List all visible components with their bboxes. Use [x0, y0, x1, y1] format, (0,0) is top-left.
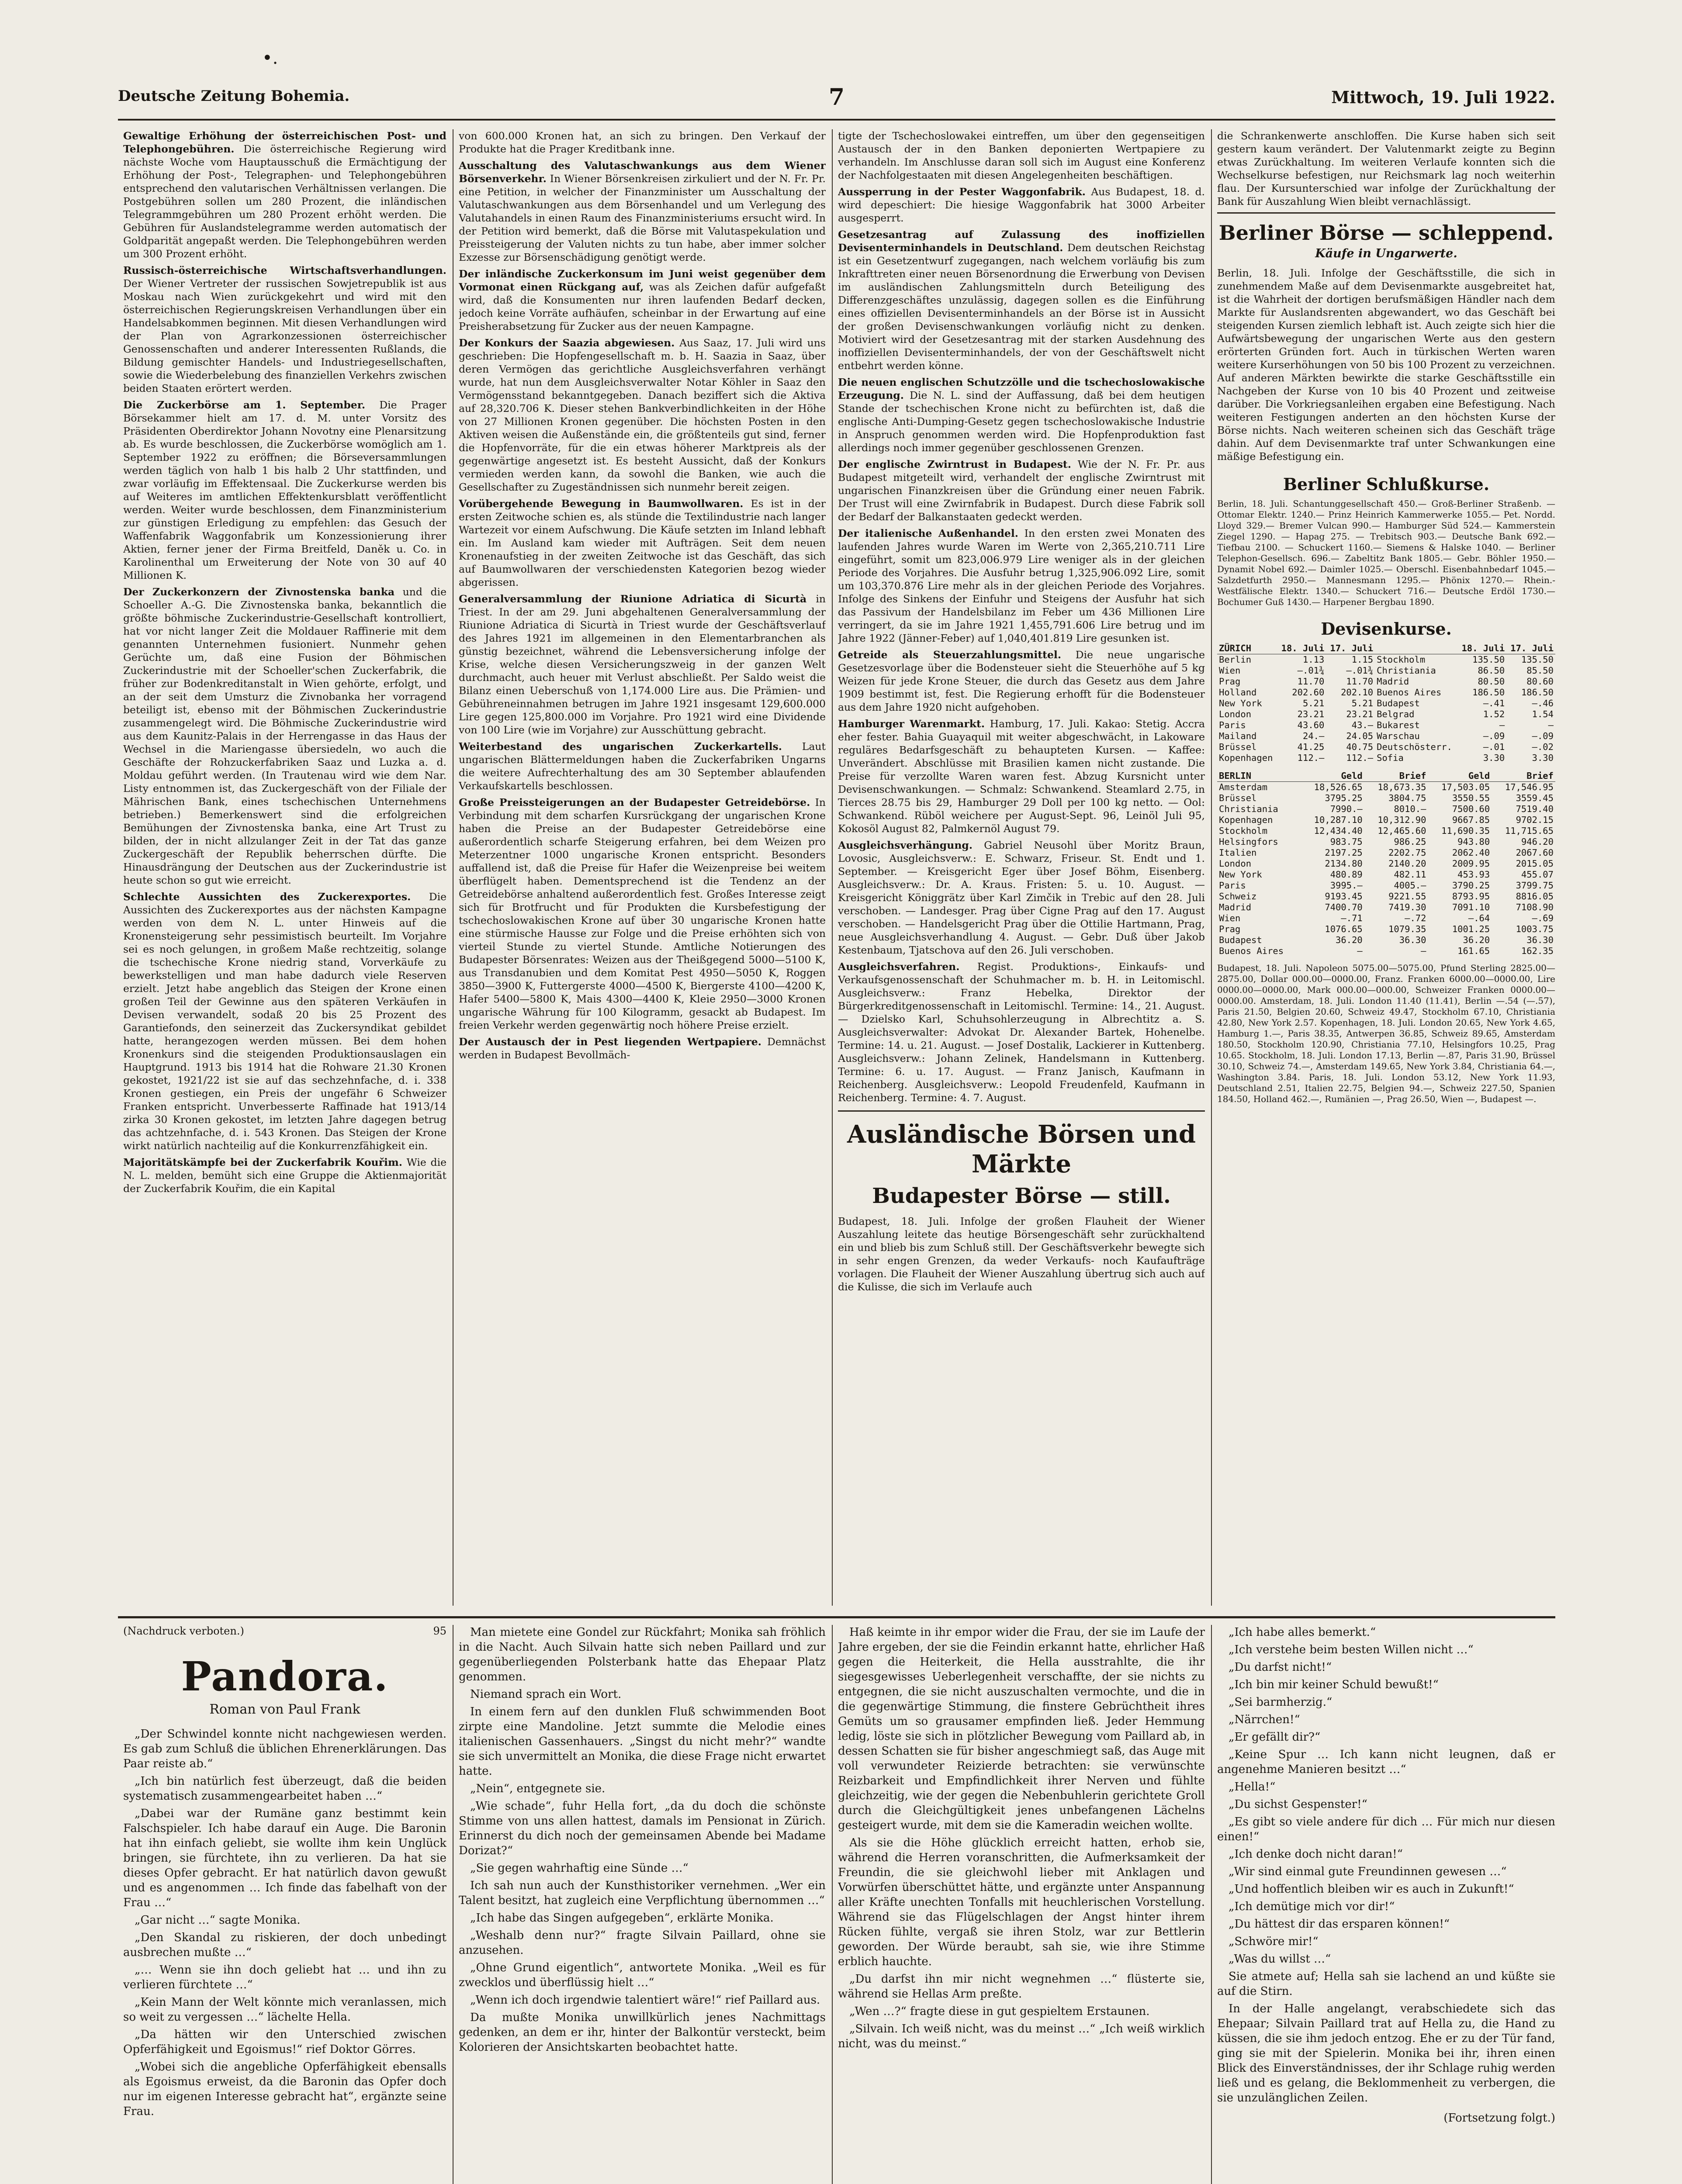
rates-row: [1217, 720, 1555, 731]
rates-cell: 9667.85: [1452, 815, 1490, 825]
article-paragraph: Der englische Zwirntrust in Budapest. Wie der N. Fr. Pr. aus Budapest mitgeteilt wird, verhandelt der englische Zwirntrust mit ungarischen Finanzkreisen über die Gründung einer neuen Fabrik. Der Trust will eine Zwirnfabrik in Budapest. Durch diese Fabrik soll der Bedarf der Balkanstaaten gedeckt werden.: [838, 458, 1205, 523]
rates-cell: —.01: [1483, 742, 1505, 752]
rates-header-cell: Geld: [1301, 771, 1364, 782]
novel-paragraph: „Närrchen!“: [1229, 1713, 1300, 1726]
novel-paragraph: „Ich verstehe beim besten Willen nicht …“: [1229, 1643, 1474, 1656]
rates-cell: Amsterdam: [1219, 782, 1268, 792]
rates-row: [1217, 654, 1555, 666]
rates-header-cell: 17. Juli: [1326, 643, 1375, 654]
rates-cell: 8816.05: [1516, 891, 1554, 902]
rates-cell: —.69: [1532, 913, 1554, 923]
berlin-text: Berlin, 18. Juli. Infolge der Geschäftsstille, die sich in zunehmendem Maße auf dem Devisenmarkte ausgebreitet hat, ist die Wahrheit der dortigen berufsmäßigen Händler nach dem Markte für Auslandsrenten abgewandert, wo das Geschäft bei steigenden Kursen ziemlich lebhaft ist. Auch zeigte sich hier die Aufwärtsbewegung der ungarischen Werte aus den gestern erörterten Gründen fort. Auch in türkischen Werten waren weitere Kurserhöhungen von 50 bis 100 Prozent zu verzeichnen. Auf anderen Märkten bewirkte die starke Geschäftsstille ein Nachgeben der Kurse von 10 bis 40 Prozent und zeitweise darüber. Die Vorkriegsanleihen ergaben eine Befestigung. Nach weiteren Festigungen anderten an den höchsten Kurse der Börse nichts. Nach weiteren scheinen sich das Geschäft träge dahin. Auf dem Devisenmarkte traf unter Schwankungen eine mäßige Befestigung ein.: [1217, 267, 1555, 463]
column-2: [459, 129, 826, 1606]
rates-row: [1217, 665, 1555, 676]
rates-row: [1217, 836, 1555, 847]
rates-cell: 10,287.10: [1314, 815, 1363, 825]
rates-row: [1217, 698, 1555, 709]
article-paragraph: Der inländische Zuckerkonsum im Juni weist gegenüber dem Vormonat einen Rückgang auf, was als Zeichen dafür aufgefaßt wird, daß die Konsumenten nur ihren laufenden Bedarf decken, jedoch keine Vorräte aufhäufen, scheinbar in der Erwartung auf eine Preisherabsetzung für Zucker aus der neuen Kampagne.: [459, 268, 826, 332]
novel-paragraph: „Du darfst ihn mir nicht wegnehmen …“ flüsterte sie, während sie Hellas Arm preßte.: [838, 1973, 1205, 2001]
rates-cell: 3995.—: [1330, 880, 1363, 891]
rates-cell: 7500.60: [1452, 804, 1490, 814]
rates-cell: 1.13: [1302, 654, 1325, 665]
rates-row: [1217, 731, 1555, 742]
rates-cell: 3799.75: [1516, 880, 1554, 891]
rates-cell: 1.15: [1351, 654, 1374, 665]
rates-cell: 7091.10: [1452, 902, 1490, 912]
article-paragraph: Die Zuckerbörse am 1. September. Die Prager Börsekammer hielt am 17. d. M. unter Vorsitz des Präsidenten Oberdirektor Johann Novotny eine Plenarsitzung ab. Es wurde beschlossen, die Zuckerbörse womöglich am 1. September 1922 zu eröffnen; die Börseversammlungen werden täglich von halb 1 bis halb 2 Uhr stattfinden, und zwar vorläufig im Effektensaal. Die Zuckerkurse werden bis auf Weiteres im amtlichen Effektenkursblatt veröffentlicht werden. Weiter wurde beschlossen, dem Finanzministerium zur günstigen Erledigung zu empfehlen: das Gesuch der Waffenfabrik Waggonfabrik um Konzessionierung ihrer Aktien, ferner jener der Firma Breitfeld, Daněk u. Co. in Karolinenthal um Erweiterung der Note von 30 auf 40 Millionen K.: [123, 399, 446, 581]
rates-cell: —: [1499, 720, 1505, 730]
rates-header-cell: BERLIN: [1217, 771, 1301, 782]
article-paragraph: Große Preissteigerungen an der Budapester Getreidebörse. In Verbindung mit dem scharfen Kursrückgang der ungarischen Krone haben die Preise an der Budapester Getreidebörse eine außerordentlich scharfe Steigerung erfahren, bei dem Weizen pro Meterzentner 1000 ungarische Kronen entspricht. Besonders auffallend ist, daß die Preise für Hafer die Weizenpreise bei weitem überflügelt haben. Dementsprechend ist die Tendenz an der Getreidebörse anhaltend außerordentlich fest. Großes Interesse zeigt sich für Brotfrucht und für Produkten die Kursbefestigung der tschechoslowakischen Krone auf über 30 ungarische Kronen hatte eine stürmische Hausse zur Folge und die Preise erhöhten sich von vierteil Stunde zu viertel Stunde. Amtliche Notierungen des Budapester Börsenrates: Weizen aus der Theißgegend 5000—5100 K, aus Transdanubien und dem Komitat Pest 4950—5050 K, Roggen 3850—3900 K, Futtergerste 4000—4500 K, Biergerste 4100—4200 K, Hafer 5400—5800 K, Mais 4300—4400 K, Kleie 2950—3000 Kronen ungarische Währung für 100 Kilogramm, gesackt ab Budapest. Im freien Verkehr werden gegenwärtig noch höhere Preise erzielt.: [459, 796, 826, 1031]
novel-paragraph: „Wie schade“, fuhr Hella fort, „da du doch die schönste Stimme von uns allen hattest, damals im Pensionat in Zürich. Erinnerst du dich noch der gemeinsamen Abende bei Madame Dorizat?“: [459, 1800, 826, 1857]
zurich-rates-table: [1217, 643, 1555, 764]
rates-cell: 23.21: [1297, 709, 1325, 719]
rates-cell: 80.60: [1526, 676, 1554, 687]
rates-cell: 983.75: [1330, 836, 1363, 847]
novel-paragraph: „Du hättest dir das ersparen können!“: [1229, 1918, 1450, 1931]
rates-cell: 43.—: [1351, 720, 1374, 730]
article-paragraph: Majoritätskämpfe bei der Zuckerfabrik Kouřim. Wie die N. L. melden, bemüht sich eine Gruppe die Aktienmajorität der Zuckerfabrik Kouřim, die ein Kapital: [123, 1156, 446, 1195]
novel-paragraph: „Du sichst Gespenster!“: [1229, 1798, 1367, 1811]
rates-cell: —: [1357, 946, 1363, 956]
rates-cell: Paris: [1219, 880, 1246, 891]
novel-paragraph: „Ich bin natürlich fest überzeugt, daß die beiden systematisch zusammengearbeitet haben …“: [123, 1775, 446, 1803]
column-rule: [832, 1625, 833, 2184]
rates-cell: —.02: [1532, 742, 1554, 752]
novel-paragraph: „Nein“, entgegnete sie.: [470, 1782, 606, 1795]
novel-paragraph: „Wen …?“ fragte diese in gut gespieltem Erstaunen.: [849, 2005, 1150, 2018]
rates-cell: Christiania: [1377, 665, 1436, 676]
rates-cell: Brüssel: [1219, 742, 1257, 752]
rates-cell: —: [1421, 946, 1426, 956]
foreign-markets-title: Ausländische Börsen und Märkte: [847, 1120, 1196, 1178]
novel-paragraph: In der Halle angelangt, verabschiedete sich das Ehepaar; Silvain Paillard trat auf Hella zu, die Hand zu küssen, die sie ihm jedoch entzog. Ehe er zu der Tür fand, ging sie mit der Spielerin. Monika bei ihr, ihren einen Blick des Einverständnisses, der ihr Schlage ruhig werden ließ und es gelang, die Beklommenheit zu verbergen, die sie unzulänglichen Zeilen.: [1217, 2002, 1555, 2105]
rates-cell: 135.50: [1521, 654, 1554, 665]
rates-cell: 112.—: [1346, 753, 1374, 763]
rates-cell: 36.20: [1336, 935, 1363, 945]
rates-cell: 453.93: [1457, 869, 1490, 880]
novel-paragraph: „Ich bin mir keiner Schuld bewußt!“: [1229, 1678, 1439, 1691]
rates-cell: 18,526.65: [1314, 782, 1363, 792]
berlin-rates-table: [1217, 771, 1555, 957]
novel-paragraph: Als sie die Höhe glücklich erreicht hatten, erhob sie, während die Herren voranschritten, die Aufmerksamkeit der Freundin, die sie gleichwohl lieber mit Anklagen und Vorwürfen überschüttet hätte, und ergänzte unter Anspannung aller Kräfte unechten Tonfalls mit heuchlerischen Vorstellung. Während sie das Flügelschlagen der Angst hinter ihrem Rücken fühlte, vergaß sie ihren Stolz, war zur Bettlerin geworden. Der Würde beraubt, sah sie, wie ihre Stimme erblich hauchte.: [838, 1836, 1205, 1968]
article-paragraph: Weiterbestand des ungarischen Zuckerkartells. Laut ungarischen Blättermeldungen haben die Zuckerfabriken Ungarns die weitere Aufrechterhaltung des am 30 September ablaufenden Verkaufskartells beschlossen.: [459, 740, 826, 792]
rates-cell: Paris: [1219, 720, 1246, 730]
rates-cell: 18,673.35: [1377, 782, 1426, 792]
rates-cell: Wien: [1219, 665, 1241, 676]
rates-row: [1217, 782, 1555, 793]
rates-cell: Prag: [1219, 924, 1241, 934]
novel-paragraph: „Wenn ich doch irgendwie talentiert wäre!“ rief Paillard aus.: [470, 1994, 820, 2007]
rates-cell: 2202.75: [1388, 847, 1426, 858]
rates-cell: 2062.40: [1452, 847, 1490, 858]
rates-cell: 2067.60: [1516, 847, 1554, 858]
novel-paragraph: In einem fern auf den dunklen Fluß schwimmenden Boot zirpte eine Mandoline. Jetzt summte die Melodie eines italienischen Gassenhauers. „Singst du nicht mehr?“ wandte sie sich unvermittelt an Monika, die diese Frage nicht erwartet hatte.: [459, 1705, 826, 1778]
schluss-text: Berlin, 18. Juli. Schantunggesellschaft 450.— Groß-Berliner Straßenb. — Ottomar Elektr. 1240.— Prinz Heinrich Kammerwerke 1055.— Pet. Nordd. Lloyd 329.— Bremer Vulcan 990.— Hamburger Süd 524.— Kammerstein Ziegel 1290. — Hapag 275. — Trebitsch 903.— Deutsche Bank 692.— Tiefbau 2100. — Schuckert 1160.— Siemens & Halske 1040. — Berliner Telephon-Gesellsch. 696.— Zabeltitz Bank 1805.— Gebr. Böhler 1950.— Dynamit Nobel 692.— Daimler 1025.— Oberschl. Eisenbahnbedarf 1045.— Salzdetfurth 2950.— Mannesmann 1295.— Phönix 1270.— Rhein.-Westfälische Elektr. 1340.— Schuckert 716.— Deutsche Erdöl 1730.— Bochumer Guß 1430.— Harpener Bergbau 1890.: [1217, 498, 1555, 607]
novel-paragraph: „Wir sind einmal gute Freundinnen gewesen …“: [1229, 1865, 1507, 1878]
rates-header-row: [1217, 771, 1555, 782]
feuilleton-rule: [118, 1616, 1555, 1618]
novel-paragraph: „Schwöre mir!“: [1229, 1935, 1319, 1948]
rates-cell: 11.70: [1346, 676, 1374, 687]
rates-row: [1217, 826, 1555, 836]
rates-cell: 202.60: [1292, 687, 1325, 698]
article-paragraph: Ausgleichsverfahren. Regist. Produktions-, Einkaufs- und Verkaufsgenossenschaft der Schuhmacher m. b. H. in Leitomischl. Ausgleichsverw.: Franz Hebelka, Direktor der Bürgerkreditgenossenschaft in Leitomischl. Termine: 14., 21. August. — Dzielsko Karl, Schuhsohlerzeugung in Albrechtitz a. S. Ausgleichsverwalter: Advokat Dr. Alexander Bartek, Hohenelbe. Termine: 14. u. 21. August. — Josef Dostalik, Lackierer in Kuttenberg. Ausgleichsverw.: Johann Zelinek, Handelsmann in Kuttenberg. Termine: 6. u. 17. August. — Franz Janisch, Kaufmann in Reichenberg. Ausgleichsverw.: Leopold Freudenfeld, Kaufmann in Reichenberg. Termine: 4. 7. August.: [838, 961, 1205, 1104]
novel-paragraph: Sie atmete auf; Hella sah sie lachend an und küßte sie auf die Stirn.: [1217, 1970, 1555, 1998]
rates-cell: Bukarest: [1377, 720, 1420, 730]
novel-paragraph: „Keine Spur … Ich kann nicht leugnen, daß er angenehme Manieren besitzt …“: [1217, 1748, 1555, 1776]
novel-paragraph: „Ich demütige mich vor dir!“: [1229, 1900, 1395, 1913]
novel-paragraph: „Weshalb denn nur?“ fragte Silvain Paillard, ohne sie anzusehen.: [459, 1929, 826, 1957]
rates-cell: Warschau: [1377, 731, 1420, 741]
rates-cell: 480.89: [1330, 869, 1363, 880]
rates-cell: Budapest: [1377, 698, 1420, 708]
rates-cell: 3795.25: [1325, 793, 1363, 803]
rates-cell: 8793.95: [1452, 891, 1490, 902]
rates-row: [1217, 815, 1555, 826]
rates-cell: 11,690.35: [1441, 826, 1490, 836]
rates-cell: —.09: [1483, 731, 1505, 741]
rates-cell: Buenos Aires: [1219, 946, 1284, 956]
novel-paragraph: „Du darfst nicht!“: [1229, 1661, 1332, 1674]
devisen-title: Devisenkurse.: [1321, 619, 1452, 639]
novel-paragraph: „Gar nicht …“ sagte Monika.: [135, 1914, 301, 1927]
rates-cell: 482.11: [1394, 869, 1426, 880]
rates-cell: 1076.65: [1325, 924, 1363, 934]
running-head: [118, 84, 1555, 114]
feuilleton-column-1: [123, 1625, 446, 2184]
rates-cell: —.09: [1532, 731, 1554, 741]
article-paragraph: Gewaltige Erhöhung der österreichischen Post- und Telephongebühren. Die österreichische Regierung wird nächste Woche vom Hauptausschuß die Ermächtigung der Erhöhung der Post-, Telegraphen- und Telephongebühren entsprechend den valutarischen Verhältnissen verlangen. Die Postgebühren sollen um 280 Prozent, die inländischen Telegrammgebühren um 280 Prozent erhöht werden. Die Gebühren für Auslandstelegramme werden automatisch der Goldparität angepaßt werden. Die Telephongebühren werden um 300 Prozent erhöht.: [123, 130, 446, 260]
rates-row: [1217, 858, 1555, 869]
rates-cell: 2009.95: [1452, 858, 1490, 869]
rates-cell: 2015.05: [1516, 858, 1554, 869]
rates-cell: Buenos Aires: [1377, 687, 1442, 698]
rates-cell: 1079.35: [1388, 924, 1426, 934]
rates-row: [1217, 676, 1555, 687]
rates-row: [1217, 924, 1555, 935]
article-paragraph: Aussperrung in der Pester Waggonfabrik. Aus Budapest, 18. d. wird depeschiert: Die hiesige Waggonfabrik hat 3000 Arbeiter ausgesperrt.: [838, 186, 1205, 224]
article-paragraph: Der Zuckerkonzern der Zivnostenska banka und die Schoeller A.-G. Die Zivnostenska banka, bekanntlich die größte böhmische Zuckerindustrie-Gesellschaft kontrolliert, hat vor nicht langer Zeit die Moldauer Raffinerie mit dem genannten Unternehmen fusioniert. Nunmehr gehen Gerüchte um, daß eine Fusion der Böhmischen Zuckerindustrie mit der Schoeller'schen Zuckerfabrik, die früher zur Bodenkreditanstalt in Wien gehörte, erfolgt, und an der seit dem Umsturz die Zivnobanka her vorragend beteiligt ist, ebenso mit der Böhmischen Zuckerindustrie zusammengelegt wird. Die Böhmische Zuckerindustrie wird aus dem Kaunitz-Palais in der Herrengasse in das Haus der Wechsel in die Mariengasse übersiedeln, wo auch die Geschäfte der Rohzuckerfabriken Saaz und Luzka a. d. Moldau geführt werden. (In Trautenau wird wie dem Nar. Listy entnommen ist, das Zuckergeschäft von der Filiale der Mährischen Bank, eines tschechischen Unternehmens betrieben.) Bemerkenswert sind die erfolgreichen Bemühungen der Zivnostenska banka, eine Art Trust zu bilden, der in nicht allzulanger Zeit in der Tat das ganze Zuckergeschäft der Republik beherrschen dürfte. Die Hinausdrängung der Deutschen aus der Zuckerindustrie ist heute schon so gut wie erreicht.: [123, 586, 446, 886]
novel-paragraph: „Der Schwindel konnte nicht nachgewiesen werden. Es gab zum Schluß die üblichen Ehrenerklärungen. Das Paar reiste ab.“: [123, 1728, 446, 1770]
novel-paragraph: Da mußte Monika unwillkürlich jenes Nachmittags gedenken, an dem er ihr, hinter der Balkontür versteckt, beim Kolorieren der Ansichtskarten beobachtet hatte.: [459, 2011, 826, 2054]
rates-cell: Stockholm: [1377, 654, 1426, 665]
rates-cell: —.01¾: [1297, 665, 1325, 676]
novel-paragraph: „Den Skandal zu riskieren, der doch unbedingt ausbrechen mußte …“: [123, 1931, 446, 1959]
article-paragraph: Ausschaltung des Valutaschwankungs aus dem Wiener Börsenverkehr. In Wiener Börsenkreisen zirkuliert und der N. Fr. Pr. eine Petition, in welcher der Finanzminister um Ausschaltung der Valutaschwankungen aus dem Börsenhandel und um Verlegung des Valutahandels in einen Raum des Finanzministeriums ersucht wird. In der Petition wird bemerkt, daß die Börse mit Valutaspekulation und Preissteigerung der Valuten nichts zu tun habe, aber immer solcher Exzesse zur Börsenschädigung genötigt werde.: [459, 159, 826, 263]
masthead-name: Deutsche Zeitung Bohemia.: [118, 87, 350, 105]
article-paragraph: tigte der Tschechoslowakei eintreffen, um über den gegenseitigen Austausch der in den Banken deponierten Wertpapiere zu verhandeln. Im Anschlusse daran soll sich im August eine Konferenz der Nachfolgestaaten mit diesen Angelegenheiten beschäftigen.: [838, 130, 1205, 181]
column-rule: [832, 129, 833, 1606]
rates-cell: —.41: [1483, 698, 1505, 708]
rates-cell: Italien: [1219, 847, 1257, 858]
rates-cell: 36.30: [1399, 935, 1426, 945]
market-text: die Schrankenwerte anschloffen. Die Kurse haben sich seit gestern kaum verändert. Der Valutenmarkt zeigte zu Beginn etwas Zurückhaltung. Im weiteren Verlaufe konnten sich die Wechselkurse befestigen, nur Reichsmark lag noch weiterhin flau. Der Kursunterschied war infolge der Zurückhaltung der Bank für Auszahlung Wien bleibt vernachlässigt.: [1217, 130, 1555, 207]
rates-row: [1217, 946, 1555, 957]
rates-row: [1217, 902, 1555, 913]
budapest-text: Budapest, 18. Juli. Infolge der großen Flauheit der Wiener Auszahlung leitete das heutige Börsengeschäft sehr zurückhaltend ein und blieb bis zum Schluß still. Der Geschäftsverkehr bewegte sich in sehr engen Grenzen, da weder Verkaufs- noch Kaufaufträge vorlagen. Die Flauheit der Wiener Auszahlung übertrug sich auch auf die Kulisse, die sich im Verlaufe auch: [838, 1215, 1205, 1293]
rates-cell: Prag: [1219, 676, 1241, 687]
rates-cell: 4005.—: [1394, 880, 1426, 891]
article-paragraph: Generalversammlung der Riunione Adriatica di Sicurtà in Triest. In der am 29. Juni abgehaltenen Generalversammlung der Riunione Adriatica di Sicurtà in Triest wurde der Geschäftsverlauf des Jahres 1921 im allgemeinen in den Elementarbranchen als günstig bezeichnet, während die Lebensversicherung infolge der Krise, welche diesen Versicherungszweig in der ganzen Welt durchmacht, auch heuer mit Verlust abschließt. Per Saldo weist die Bilanz einen Ueberschuß von 1,174.000 Lire aus. Die Prämien- und Gebühreneinnahmen betrugen im Jahre 1921 insgesamt 129,600.000 Lire gegen 125,800.000 im Vorjahre. Pro 1921 wird eine Dividende von 100 Lire (wie im Vorjahre) zur Ausschüttung gebracht.: [459, 593, 826, 736]
rates-header-row: [1217, 643, 1555, 654]
article-paragraph: Schlechte Aussichten des Zuckerexportes. Die Aussichten des Zuckerexportes aus der nächsten Kampagne werden von dem N. L. unter Hinweis auf die Kronensteigerung sehr pessimistisch beurteilt. Im Vorjahre sei es noch gelungen, in großem Maße rechtzeitig, solange die tschechische Krone niedrig stand, Vorverkäufe zu bewerkstelligen und man habe dadurch viele Reserven erzielt. Jetzt habe angeblich das Steigen der Krone einen großen Teil der Gewinne aus den späteren Verkäufen in Devisen verwandelt, sodaß 20 bis 25 Prozent des Garantiefonds, den seinerzeit das Zuckersyndikat gebildet hatte, herangezogen werden müssen. Bei dem hohen Kronenkurs sind die steigenden Produktionsauslagen ein Hauptgrund. 1913 bis 1914 hat die Rohware 21.30 Kronen gekostet, 1921/22 ist sie auf das sechzehnfache, d. i. 338 Kronen gestiegen, ein Preis der ungefähr 6 Schweizer Franken entspricht. Unverbesserte Raffinade hat 1913/14 zirka 30 Kronen gekostet, im letzten Jahre dagegen betrug das achtzehnfache, d. i. 543 Kronen. Das Steigen der Krone wirkt natürlich nachteilig auf die Konkurrenzfähigkeit ein.: [123, 891, 446, 1152]
rates-text: Budapest, 18. Juli. Napoleon 5075.00—5075.00, Pfund Sterling 2825.00—2875.00, Dollar 000.00—0000.00, Franz. Franken 6000.00—0000.00, Lire 0000.00—0000.00, Mark 000.00—000.00, Schweizer Franken 0000.00—0000.00. Amsterdam, 18. Juli. London 11.40 (11.41), Berlin —.54 (—.57), Paris 21.50, Belgien 20.60, Schweiz 49.47, Stockholm 67.10, Christiania 42.80, New York 2.57. Kopenhagen, 18. Juli. London 20.65, New York 4.65, Hamburg 1.—, Paris 38.35, Antwerpen 36.85, Schweiz 89.65, Amsterdam 180.50, Stockholm 120.90, Christiania 77.10, Helsingfors 10.25, Prag 10.65. Stockholm, 18. Juli. London 17.13, Berlin —.87, Paris 31.90, Brüssel 30.10, Schweiz 74.—, Amsterdam 149.65, New York 3.84, Christiania 64.—, Washington 3.84. Paris, 18. Juli. London 53.12, New York 11.93, Deutschland 2.51, Italien 22.75, Belgien 94.—, Schweiz 227.50, Spanien 184.50, Holland 462.—, Rumänien —, Prag 26.50, Wien —, Budapest —.: [1217, 963, 1555, 1104]
rates-header-cell: 18. Juli: [1277, 643, 1326, 654]
rates-cell: 135.50: [1472, 654, 1505, 665]
novel-paragraph: „Wobei sich die angebliche Opferfähigkeit ebensalls als Egoismus erweist, da die Baronin das Opfer doch nur im eigenen Interesse gebracht hat“, ergänzte seine Frau.: [123, 2060, 446, 2118]
rates-cell: 202.10: [1341, 687, 1374, 698]
rates-cell: 186.50: [1521, 687, 1554, 698]
novel-paragraph: Ich sah nun auch der Kunsthistoriker vernehmen. „Wer ein Talent besitzt, hat zugleich eine Verpflichtung übernommen …“: [459, 1879, 826, 1907]
article-paragraph: Hamburger Warenmarkt. Hamburg, 17. Juli. Kakao: Stetig. Accra eher fester. Bahia Guayaquil mit weiter abgeschwächt, in Lakoware reguläres Bedarfsgeschäft zu behaupteten Kursen. — Kaffee: Unverändert. Abschlüsse mit Brasilien kamen nicht zustande. Die Preise für verzollte Waren waren fest. Abzug Kursnicht unter Devisenschwankungen. — Schmalz: Schwankend. Steamlard 2.75, in Tierces 28.75 bis 29, Hamburger 29 Doll per 100 kg netto. — Ool: Schwankend. Rüböl weichere per August-Sept. 96, Leinöl Juli 95, Kokosöl August 82, Palmkernöl August 79.: [838, 718, 1205, 835]
rates-cell: 3790.25: [1452, 880, 1490, 891]
rates-row: [1217, 687, 1555, 698]
rates-cell: 24.—: [1302, 731, 1325, 741]
novel-paragraph: „Dabei war der Rumäne ganz bestimmt kein Falschspieler. Ich habe darauf ein Auge. Die Baronin hat ihn einfach geliebt, sie wollte ihm kein Unglück bringen, sie fürchtete, ihn zu verlieren. Da hat sie dieses Opfer gebracht. Er hat natürlich davon gewußt und es angenommen … Ich finde das fabelhaft von der Frau …“: [123, 1807, 446, 1909]
rates-cell: 3550.55: [1452, 793, 1490, 803]
rates-row: [1217, 880, 1555, 891]
rates-cell: 36.30: [1526, 935, 1554, 945]
rates-cell: 85.50: [1526, 665, 1554, 676]
rates-cell: 7990.—: [1330, 804, 1363, 814]
novel-paragraph: „Und hoffentlich bleiben wir es auch in Zukunft!“: [1229, 1883, 1514, 1896]
header-rule: [118, 119, 1555, 121]
rates-cell: 946.20: [1521, 836, 1554, 847]
rates-row: [1217, 742, 1555, 753]
novel-paragraph: Man mietete eine Gondel zur Rückfahrt; Monika sah fröhlich in die Nacht. Auch Silvain hatte sich neben Paillard und zur gegenüberliegenden Polsterbank hatte das Ehepaar Platz genommen.: [459, 1626, 826, 1683]
rates-row: [1217, 847, 1555, 858]
novel-paragraph: Niemand sprach ein Wort.: [470, 1688, 622, 1701]
rates-cell: Helsingfors: [1219, 836, 1278, 847]
rates-cell: 161.65: [1457, 946, 1490, 956]
rates-cell: 3.30: [1483, 753, 1505, 763]
novel-paragraph: „Kein Mann der Welt könnte mich veranlassen, mich so weit zu vergessen …“ lächelte Hella.: [123, 1996, 446, 2024]
rates-cell: Belgrad: [1377, 709, 1415, 719]
novel-paragraph: „Sei barmherzig.“: [1229, 1696, 1332, 1709]
rates-cell: 1003.75: [1516, 924, 1554, 934]
rates-cell: 162.35: [1521, 946, 1554, 956]
rates-cell: 2134.80: [1325, 858, 1363, 869]
article-paragraph: Vorübergehende Bewegung in Baumwollwaren. Es ist in der ersten Zeitwoche schien es, als stünde die Textilindustrie nach langer Wartezeit vor einem Aufschwung. Die Käufe setzten im Inland lebhaft ein. Im Ausland kam wieder mit Aufträgen. Seit dem neuen Kronenaufstieg in der zweiten Zeitwoche ist das Geschäft, das sich auf Baumwollwaren der verschiedensten Kategorien bezog wieder abgerissen.: [459, 498, 826, 588]
rates-cell: 11.70: [1297, 676, 1325, 687]
novel-paragraph: „Silvain. Ich weiß nicht, was du meinst …“ „Ich weiß wirklich nicht, was du meinst.“: [838, 2022, 1205, 2050]
rates-row: [1217, 913, 1555, 924]
rates-cell: 11,715.65: [1505, 826, 1554, 836]
installment-number: 95: [433, 1625, 446, 1637]
section-rule: [1217, 212, 1555, 214]
rates-cell: Wien: [1219, 913, 1241, 923]
rates-cell: —.01¾: [1346, 665, 1374, 676]
rates-cell: 9221.55: [1388, 891, 1426, 902]
novel-paragraph: „Es gibt so viele andere für dich … Für mich nur diesen einen!“: [1217, 1815, 1555, 1843]
column-rule: [1211, 1625, 1212, 2184]
article-paragraph: Der italienische Außenhandel. In den ersten zwei Monaten des laufenden Jahres wurde Waren im Werte von 2,365,210.711 Lire eingeführt, somit um 823,006.979 Lire weniger als in der gleichen Periode des Vorjahres. Die Ausfuhr betrug 1,325,906.092 Lire, somit um 103,370.876 Lire mehr als in der gleichen Periode des Vorjahres. Infolge des Sinkens der Einfuhr und Steigens der Ausfuhr hat sich das Passivum der Handelsbilanz im Feber um 436 Millionen Lire verringert, da sie im Jahre 1921 1,455,791.606 Lire betrug und im Jahre 1922 (Jänner-Feber) auf 1,040,401.819 Lire gesunken ist.: [838, 527, 1205, 644]
rates-cell: 3559.45: [1516, 793, 1554, 803]
rates-cell: 943.80: [1457, 836, 1490, 847]
rates-header-cell: Geld: [1428, 771, 1492, 782]
article-paragraph: Getreide als Steuerzahlungsmittel. Die neue ungarische Gesetzesvorlage über die Bodensteuer sieht die Steuerhöhe auf 5 kg Weizen für jede Krone Steuer, die durch das Gesetz aus dem Jahre 1909 bestimmt ist, fest. Die Regierung erhofft für die Bodensteuer aus dem Jahre 1920 nicht aufgehoben.: [838, 649, 1205, 713]
novel-title: Pandora.: [181, 1653, 389, 1700]
rates-cell: New York: [1219, 869, 1262, 880]
schluss-title: Berliner Schlußkurse.: [1283, 474, 1490, 494]
rates-cell: Holland: [1219, 687, 1257, 698]
feuilleton-column-3: [838, 1625, 1205, 2184]
rates-header-cell: ZÜRICH: [1217, 643, 1277, 654]
novel-paragraph: „Was du willst …“: [1229, 1952, 1331, 1966]
rates-cell: 9702.15: [1516, 815, 1554, 825]
rates-cell: —.64: [1468, 913, 1490, 923]
feuilleton-column-4: [1217, 1625, 1555, 2184]
rates-cell: 1.52: [1483, 709, 1505, 719]
rates-cell: 24.05: [1346, 731, 1374, 741]
rates-cell: Madrid: [1219, 902, 1252, 912]
rates-cell: 5.21: [1351, 698, 1374, 708]
rates-cell: London: [1219, 709, 1252, 719]
novel-paragraph: „Ich habe alles bemerkt.“: [1229, 1626, 1376, 1639]
rates-cell: —.72: [1405, 913, 1426, 923]
rates-cell: 9193.45: [1325, 891, 1363, 902]
novel-subtitle: Roman von Paul Frank: [209, 1702, 360, 1717]
rates-cell: 5.21: [1302, 698, 1325, 708]
page-number: 7: [828, 84, 845, 111]
rates-cell: New York: [1219, 698, 1262, 708]
rates-cell: 3804.75: [1388, 793, 1426, 803]
rates-cell: 17,546.95: [1505, 782, 1554, 792]
rates-cell: 112.—: [1297, 753, 1325, 763]
novel-paragraph: „Da hätten wir den Unterschied zwischen Opferfähigkeit und Egoismus!“ rief Doktor Görres.: [123, 2028, 446, 2056]
rates-row: [1217, 935, 1555, 946]
rates-cell: 12,434.40: [1314, 826, 1363, 836]
rates-cell: 7400.70: [1325, 902, 1363, 912]
rates-cell: 186.50: [1472, 687, 1505, 698]
rates-cell: 986.25: [1394, 836, 1426, 847]
column-rule: [1211, 129, 1212, 1606]
rates-cell: London: [1219, 858, 1252, 869]
berlin-subtitle: Käufe in Ungarwerte.: [1315, 247, 1457, 260]
rates-cell: Christiania: [1219, 804, 1278, 814]
novel-paragraph: „Er gefällt dir?“: [1229, 1731, 1321, 1744]
rates-row: [1217, 891, 1555, 902]
rates-cell: Budapest: [1219, 935, 1262, 945]
novel-paragraph: „… Wenn sie ihn doch geliebt hat … und ihn zu verlieren fürchtete …“: [123, 1963, 446, 1991]
article-paragraph: Ausgleichsverhängung. Gabriel Neusohl über Moritz Braun, Lovosic, Ausgleichsverw.: E. Schwarz, Friseur. St. Endt und 1. September. — Kreisgericht Eger über Josef Böhm, Eisenberg. Ausgleichsverw.: Dr. A. Kraus. Fristen: 5. u. 10. August. — Kreisgericht Königgrätz über Karl Zimčik in Trebic auf den 28. Juli verschoben. — Landesger. Prag über Cigne Prag auf den 17. August verschoben. — Handelsgericht Prag über die Ottilie Hartmann, Prag, neue Ausgleichsverhandlung 4. August. — Gebr. Duß über Jakob Kestenbaum, Tjatschova auf den 26. Juli verschoben.: [838, 839, 1205, 956]
rates-header-cell: 18. Juli: [1457, 643, 1506, 654]
rates-cell: 12,465.60: [1377, 826, 1426, 836]
section-rule: [838, 1110, 1205, 1112]
feuilleton-column-2: [459, 1625, 826, 2184]
rates-cell: 41.25: [1297, 742, 1325, 752]
novel-paragraph: „Ich denke doch nicht daran!“: [1229, 1848, 1403, 1861]
novel-paragraph: „Sie gegen wahrhaftig eine Sünde …“: [470, 1862, 689, 1875]
rates-cell: 86.50: [1478, 665, 1505, 676]
rates-cell: Berlin: [1219, 654, 1252, 665]
article-paragraph: Der Austausch der in Pest liegenden Wertpapiere. Demnächst werden in Budapest Bevollmäch-: [459, 1036, 826, 1061]
rates-cell: —.71: [1341, 913, 1363, 923]
rates-header-cell: Brief: [1492, 771, 1555, 782]
rates-cell: Madrid: [1377, 676, 1409, 687]
print-specks: •.: [262, 48, 278, 68]
novel-paragraph: „Ohne Grund eigentlich“, antwortete Monika. „Weil es für zwecklos und überflüssig hielt …“: [459, 1961, 826, 1989]
rates-row: [1217, 869, 1555, 880]
rates-cell: 23.21: [1346, 709, 1374, 719]
rates-header-cell: [1375, 643, 1457, 654]
column-1: [123, 129, 446, 1606]
rates-cell: 8010.—: [1394, 804, 1426, 814]
article-paragraph: Die neuen englischen Schutzzölle und die tschechoslowakische Erzeugung. Die N. L. sind der Auffassung, daß bei dem heutigen Stande der tschechischen Krone nicht zu befürchten ist, daß die englische Anti-Dumping-Gesetz gegen tschechoslowakische Industrie in Anspruch genommen werden wird. Die Hopfenproduktion fast allerdings noch immer gegenüber geschlossenen Grenzen.: [838, 376, 1205, 454]
column-3: [838, 129, 1205, 1606]
article-paragraph: Der Konkurs der Saazia abgewiesen. Aus Saaz, 17. Juli wird uns geschrieben: Die Hopfengesellschaft m. b. H. Saazia in Saaz, über deren Vermögen das gerichtliche Ausgleichsverfahren verhängt wurde, hat nun dem Ausgleichsverwalter Notar Köhler in Saaz den Vermögensstand bekanntgegeben. Danach beziffert sich die Aktiva auf 28,320.706 K. Dieser stehen Bankverbindlichkeiten in der Höhe von 27 Millionen Kronen gegenüber. Die höchsten Posten in den Aktiven weisen die Außenstände ein, die größtenteils gut sind, ferner die Hopfenvorräte, für die ein etwas höherer Marktpreis als der gegenwärtige angesetzt ist. Es besteht Aussicht, daß der Konkurs vermieden werden kann, da sowohl die Banken, wie auch die Gesellschafter zu Zugeständnissen sich nunmehr bereit zeigen.: [459, 337, 826, 493]
reprint-notice: (Nachdruck verboten.): [123, 1625, 244, 1637]
rates-cell: —: [1548, 720, 1554, 730]
to-be-continued: (Fortsetzung folgt.): [1443, 2111, 1555, 2125]
rates-cell: 40.75: [1346, 742, 1374, 752]
rates-cell: 2197.25: [1325, 847, 1363, 858]
rates-cell: Stockholm: [1219, 826, 1268, 836]
rates-row: [1217, 709, 1555, 720]
article-paragraph: Russisch-österreichische Wirtschaftsverhandlungen. Der Wiener Vertreter der russischen Sowjetrepublik ist aus Moskau nach Wien zurückgekehrt und wird mit den österreichischen Regierungskreisen Verhandlungen über ein Handelsabkommen beginnen. Mit diesen Verhandlungen wird der Plan von Agrarkonzessionen österreichischer Genossenschaften und anderer Interessenten Rußlands, die Bildung gemischter Handels- und Industriegesellschaften, sowie die Wiederbelebung des finanziellen Verkehrs zwischen beiden Staaten erörtert werden.: [123, 264, 446, 394]
rates-cell: Mailand: [1219, 731, 1257, 741]
issue-date: Mittwoch, 19. Juli 1922.: [1331, 87, 1555, 107]
budapest-title: Budapester Börse — still.: [872, 1184, 1171, 1208]
article-paragraph: Gesetzesantrag auf Zulassung des inoffiziellen Devisenterminhandels in Deutschland. Dem deutschen Reichstag ist ein Gesetzentwurf zugegangen, nach welchem vorläufig bis zum Inkrafttreten einer neuen Börsenordnung die Erwerbung von Devisen im ausländischen Zahlungsmitteln durch Beteiligung des Differenzgeschäftes unzulässig, dagegen sollen es die Einführung eines offiziellen Devisenterminhandels an der Börse ist in Aussicht der großen Devisenschwankungen vorläufig nicht zu denken. Motiviert wird der Gesetzesantrag mit der starken Ausdehnung des inoffiziellen Devisenterminhandels, der von der Geschäftswelt nicht entbehrt werden könne.: [838, 228, 1205, 372]
rates-cell: 3.30: [1532, 753, 1554, 763]
rates-cell: 10,312.90: [1377, 815, 1426, 825]
rates-header-cell: 17. Juli: [1506, 643, 1555, 654]
rates-row: [1217, 804, 1555, 815]
rates-cell: Deutschösterr.: [1377, 742, 1452, 752]
column-4: [1217, 129, 1555, 1606]
rates-cell: 80.50: [1478, 676, 1505, 687]
rates-cell: Kopenhagen: [1219, 815, 1273, 825]
rates-cell: 7419.30: [1388, 902, 1426, 912]
novel-paragraph: Haß keimte in ihr empor wider die Frau, der sie im Laufe der Jahre ergeben, der sie die Feindin erkannt hatte, ehrlicher Haß gegen die Heiterkeit, die Hella ausstrahlte, die ihr siegesgewisses Ueberlegenheit verschaffte, der sie nichts zu entgegnen, die sie nicht auszuschalten vermochte, und die in die gegenwärtige Stimmung, die finstere Gebrüchtheit ihres Gemüts um so grausamer empfinden ließ. Jeder Hemmung ledig, löste sie sich in plötzlicher Bewegung vom Paillard ab, in dessen Schatten sie für bisher angeschmiegt saß, das Auge mit voll verwundeter Reizierde betrachten: sie verwünschte Reizbarkeit und Empfindlichkeit ihrer Nerven und fühlte gleichzeitig, wie der gegen die Nebenbuhlerin gerichtete Groll durch die Gleichgültigkeit jenes unbefangenen Lächelns gesteigert wurde, mit dem sie die Kameradin weichen wollte.: [838, 1626, 1205, 1832]
rates-cell: Kopenhagen: [1219, 753, 1273, 763]
rates-cell: 36.20: [1463, 935, 1490, 945]
rates-header-cell: Brief: [1364, 771, 1428, 782]
rates-cell: 43.60: [1297, 720, 1325, 730]
rates-cell: Schweiz: [1219, 891, 1257, 902]
rates-row: [1217, 753, 1555, 764]
rates-cell: Brüssel: [1219, 793, 1257, 803]
rates-cell: 7519.40: [1516, 804, 1554, 814]
rates-row: [1217, 793, 1555, 804]
novel-paragraph: „Hella!“: [1229, 1780, 1276, 1794]
rates-cell: 17,503.05: [1441, 782, 1490, 792]
berlin-title: Berliner Börse — schleppend.: [1218, 221, 1554, 245]
rates-cell: —.46: [1532, 698, 1554, 708]
rates-cell: 1001.25: [1452, 924, 1490, 934]
novel-paragraph: „Ich habe das Singen aufgegeben“, erklärte Monika.: [470, 1911, 774, 1925]
rates-cell: 455.07: [1521, 869, 1554, 880]
rates-cell: Sofia: [1377, 753, 1404, 763]
article-paragraph: von 600.000 Kronen hat, an sich zu bringen. Den Verkauf der Produkte hat die Prager Kreditbank inne.: [459, 130, 826, 155]
rates-cell: 1.54: [1532, 709, 1554, 719]
rates-cell: 2140.20: [1388, 858, 1426, 869]
rates-cell: 7108.90: [1516, 902, 1554, 912]
